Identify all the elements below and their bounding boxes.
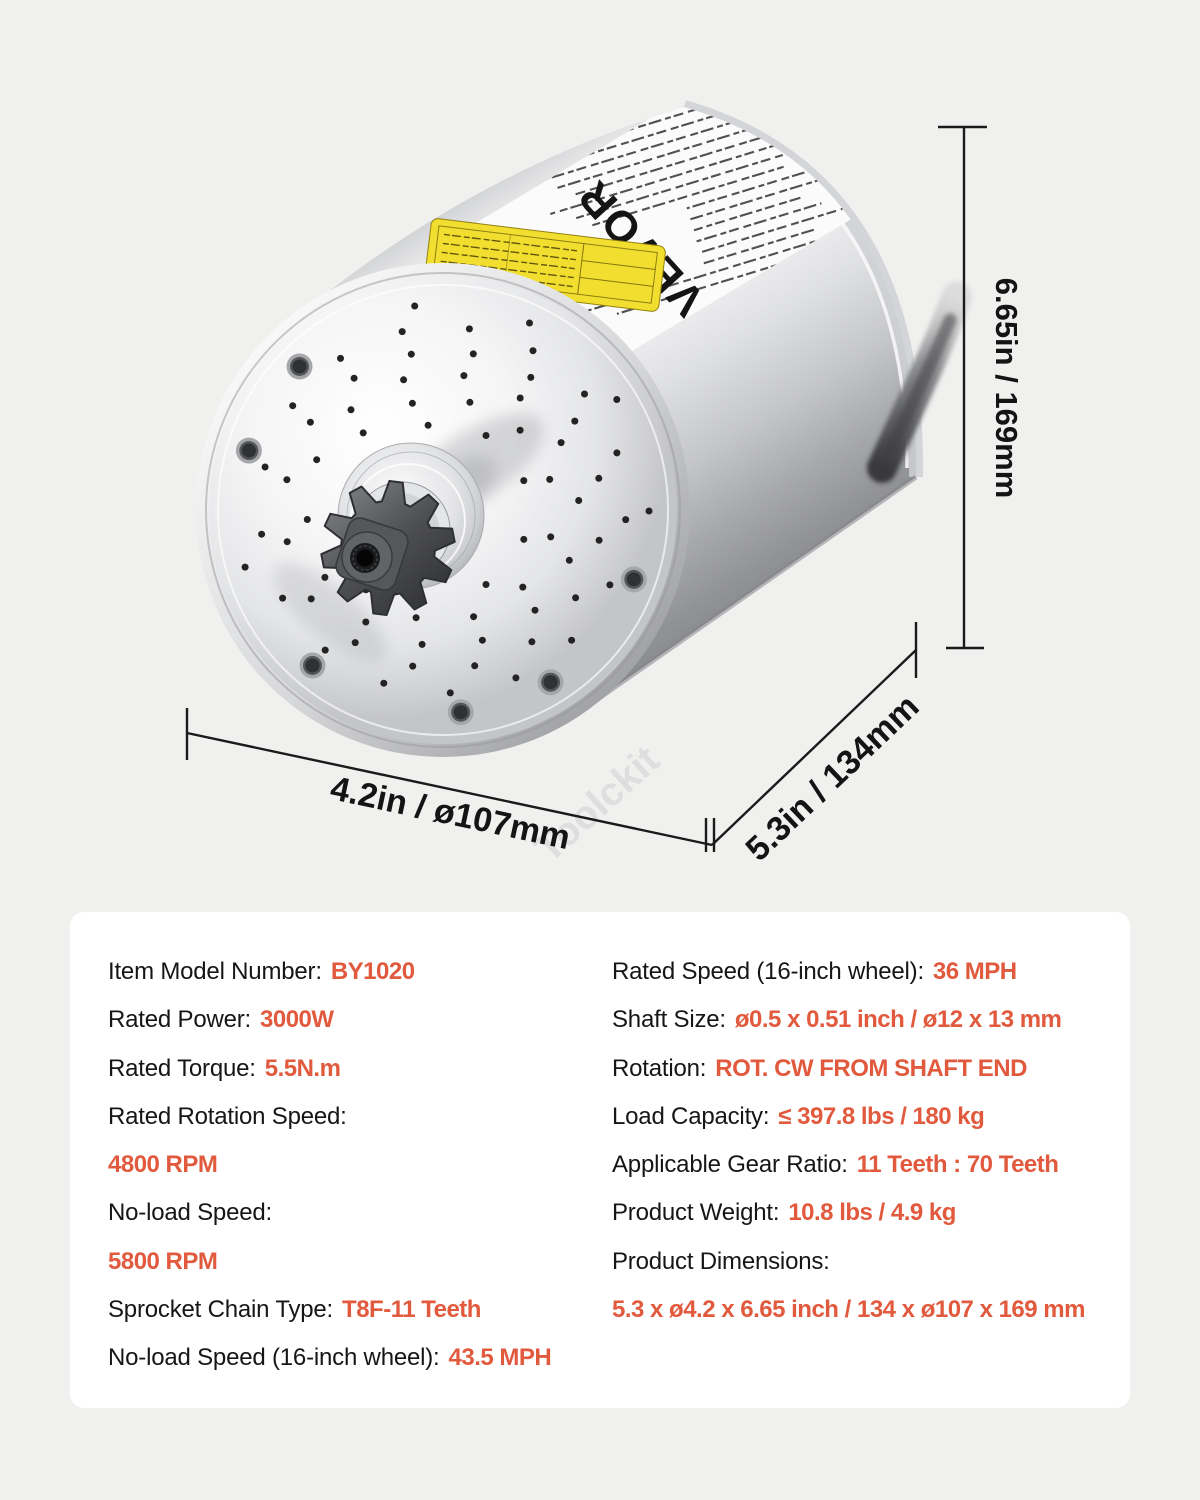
spec-row — [612, 948, 1085, 996]
spec-value: 5800 RPM — [108, 1247, 218, 1275]
spec-label: Rotation: — [612, 1054, 707, 1082]
spec-row — [108, 948, 551, 996]
spec-row — [612, 996, 1085, 1044]
spec-column-right — [612, 948, 1085, 1334]
spec-row — [108, 996, 551, 1044]
spec-label: Applicable Gear Ratio: — [612, 1151, 848, 1179]
spec-label: Product Weight: — [612, 1199, 780, 1227]
spec-card — [70, 912, 1130, 1408]
spec-row — [108, 1286, 551, 1334]
spec-row — [612, 1286, 1085, 1334]
spec-value: ≤ 397.8 lbs / 180 kg — [778, 1102, 985, 1130]
spec-value: 5.5N.m — [264, 1054, 341, 1082]
spec-label: Rated Speed (16-inch wheel): — [612, 958, 924, 985]
spec-label: No-load Speed (16-inch wheel): — [108, 1344, 440, 1372]
spec-value: ø0.5 x 0.51 inch / ø12 x 13 mm — [734, 1006, 1062, 1034]
spec-value: 10.8 lbs / 4.9 kg — [788, 1199, 956, 1227]
spec-label: Rated Torque: — [108, 1054, 256, 1082]
spec-row — [108, 1334, 551, 1382]
watermark: Toolckit — [526, 737, 668, 871]
spec-row — [108, 1045, 551, 1093]
spec-label: Rated Rotation Speed: — [108, 1102, 347, 1130]
spec-label: Rated Power: — [108, 1006, 252, 1034]
spec-value: 3000W — [260, 1006, 334, 1034]
spec-label: Shaft Size: — [612, 1006, 726, 1034]
spec-value: BY1020 — [330, 958, 415, 985]
spec-value: 4800 RPM — [108, 1151, 218, 1179]
spec-label: No-load Speed: — [108, 1199, 272, 1227]
spec-value: 36 MPH — [932, 958, 1017, 985]
spec-column-left — [108, 948, 551, 1383]
spec-value: T8F-11 Teeth — [342, 1296, 481, 1324]
spec-label: Load Capacity: — [612, 1102, 770, 1130]
spec-row — [612, 1238, 1085, 1286]
spec-row — [612, 1189, 1085, 1237]
length-dimension-label: 5.3in / 134mm — [738, 687, 927, 869]
spec-label: Product Dimensions: — [612, 1247, 830, 1275]
spec-row — [108, 1189, 551, 1237]
spec-value: 5.3 x ø4.2 x 6.65 inch / 134 x ø107 x 169 mm — [612, 1296, 1085, 1324]
spec-row — [108, 1238, 551, 1286]
spec-row — [612, 1093, 1085, 1141]
spec-value: 11 Teeth : 70 Teeth — [856, 1151, 1059, 1179]
spec-value: ROT. CW FROM SHAFT END — [715, 1054, 1027, 1082]
spec-value: 43.5 MPH — [448, 1344, 552, 1372]
spec-row — [612, 1141, 1085, 1189]
spec-label: Item Model Number: — [108, 958, 322, 985]
spec-row — [108, 1141, 551, 1189]
spec-row — [612, 1045, 1085, 1093]
diameter-dimension-label: 4.2in / ø107mm — [327, 769, 574, 858]
spec-label: Sprocket Chain Type: — [108, 1296, 334, 1324]
spec-row — [108, 1093, 551, 1141]
height-dimension-label: 6.65in / 169mm — [989, 277, 1024, 499]
motor-front-face — [196, 263, 690, 757]
